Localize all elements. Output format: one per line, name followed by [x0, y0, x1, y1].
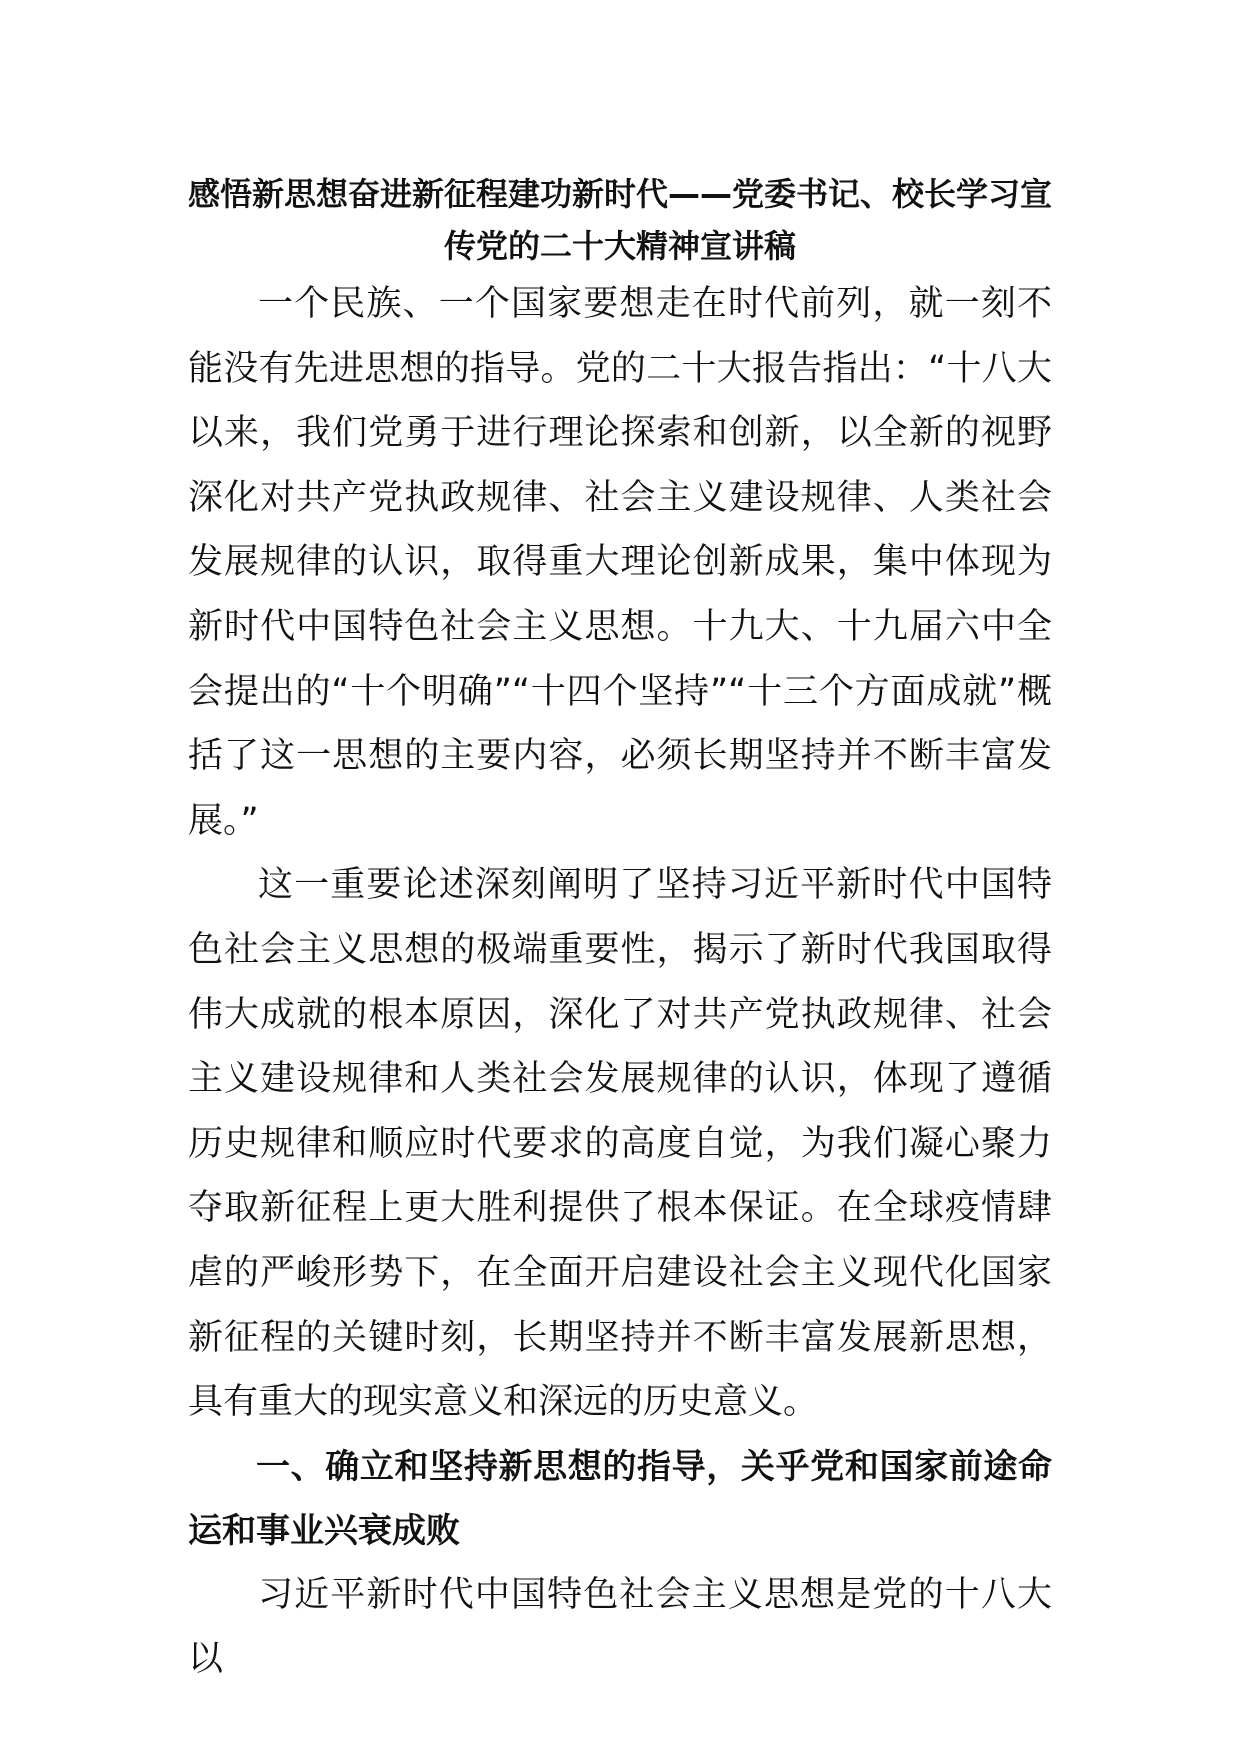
paragraph-1: 一个民族、一个国家要想走在时代前列，就一刻不能没有先进思想的指导。党的二十大报告指出：“十八大以来，我们党勇于进行理论探索和创新，以全新的视野深化对共产党执政规律、社会主义建设规律、人类社会发展规律的认识，取得重大理论创新成果，集中体现为新时代中国特色社会主义思想。十九大、十九届六中全会提出的“十个明确”“十四个坚持”“十三个方面成就”概括了这一思想的主要内容，必须长期坚持并不断丰富发展。” — [188, 284, 1052, 841]
paragraph-2: 这一重要论述深刻阐明了坚持习近平新时代中国特色社会主义思想的极端重要性，揭示了新时代我国取得伟大成就的根本原因，深化了对共产党执政规律、社会主义建设规律和人类社会发展规律的认识，体现了遵循历史规律和顺应时代要求的高度自觉，为我们凝心聚力夺取新征程上更大胜利提供了根本保证。在全球疫情肆虐的严峻形势下，在全面开启建设社会主义现代化国家新征程的关键时刻，长期坚持并不断丰富发展新思想，具有重大的现实意义和深远的历史意义。 — [188, 865, 1052, 1423]
document-body — [188, 168, 1052, 1692]
section-paragraph: 习近平新时代中国特色社会主义思想是党的十八大以 — [188, 1574, 1052, 1680]
document-title: 感悟新思想奋进新征程建功新时代——党委书记、校长学习宣传党的二十大精神宣讲稿 — [188, 175, 1053, 265]
section-heading-1: 一、确立和坚持新思想的指导，关乎党和国家前途命运和事业兴衰成败 — [188, 1446, 1052, 1551]
